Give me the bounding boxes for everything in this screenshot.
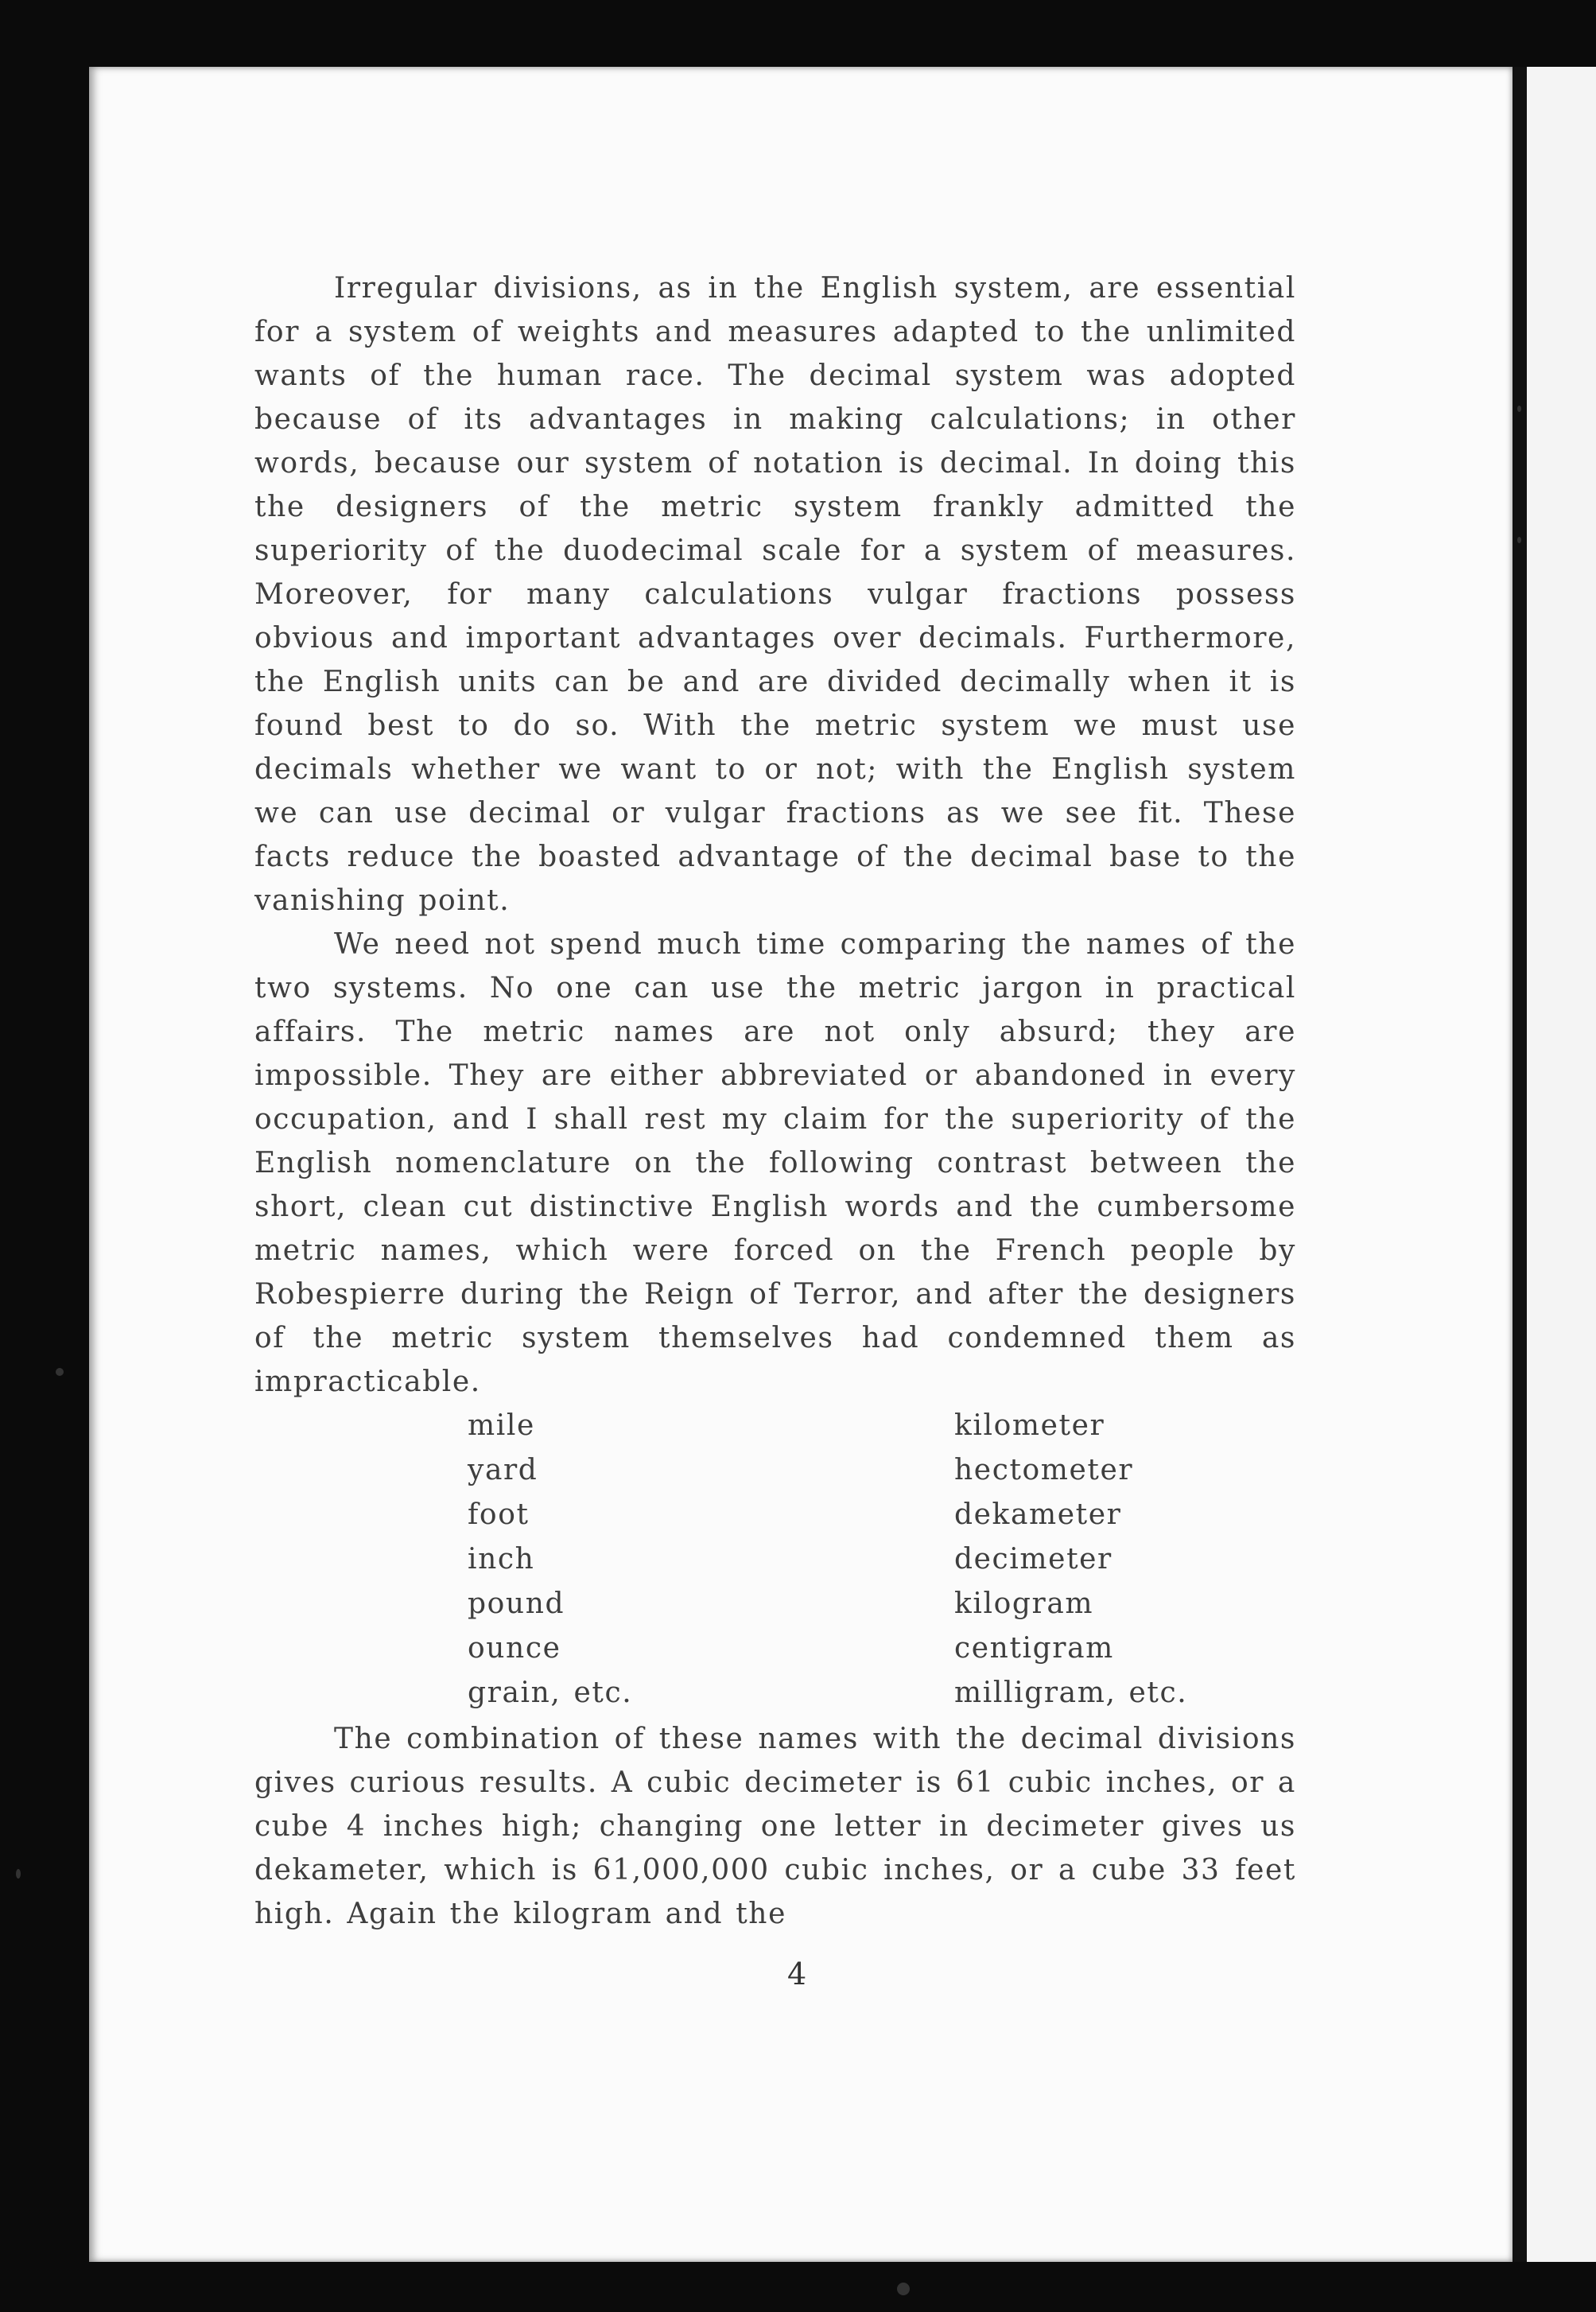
- scan-speck: [1517, 406, 1521, 412]
- english-word: ounce: [468, 1632, 561, 1665]
- scan-speck: [1517, 537, 1521, 543]
- paragraph-irregular-divisions: Irregular divisions, as in the English system, are essential for a system of weights and measures adapted to the unlimited wants of the human race. The decimal system was adopted because of its advantages in making calculations; in other words, because our system of notation is decimal. In doing this the designers of the metric system frankly admitted the superiority of the duodecimal scale for a system of measures. Moreover, for many calculations vulgar fractions possess obvious and important advantages over decimals. Furthermore, the English units can be and are divided decimally when it is found best to do so. With the metric system we must use decimals whether we want to or not; with the English system we can use decimal or vulgar fractions as we see fit. These facts reduce the boasted advantage of the decimal base to the vanishing point.: [254, 272, 1296, 917]
- scan-speck: [56, 1368, 64, 1376]
- names-contrast-table: [254, 1404, 1296, 1716]
- english-word: yard: [468, 1454, 538, 1486]
- english-word: pound: [468, 1587, 565, 1620]
- facing-page-edge: [1527, 67, 1596, 2262]
- metric-word: milligram, etc.: [954, 1677, 1188, 1709]
- scan-speck: [897, 2283, 910, 2295]
- metric-word: centigram: [954, 1632, 1114, 1665]
- page-body: [254, 266, 1296, 1936]
- page-gutter: [1511, 67, 1527, 2262]
- scan-speck: [16, 1869, 21, 1879]
- page-number: 4: [787, 1956, 807, 1991]
- english-word: foot: [468, 1498, 530, 1531]
- metric-word: kilogram: [954, 1587, 1094, 1620]
- english-word: grain, etc.: [468, 1677, 633, 1709]
- metric-word: dekameter: [954, 1498, 1122, 1531]
- metric-word: kilometer: [954, 1409, 1105, 1442]
- english-word: inch: [468, 1543, 535, 1576]
- metric-word: hectometer: [954, 1454, 1134, 1486]
- metric-word: decimeter: [954, 1543, 1113, 1576]
- english-word: mile: [468, 1409, 535, 1442]
- metric-names-column: [954, 1404, 1296, 1716]
- paragraph-names-comparison: We need not spend much time comparing the names of the two systems. No one can use the metric jargon in practical affairs. The metric names are not only absurd; they are impossible. They are either abbreviated or abandoned in every occupation, and I shall rest my claim for the superiority of the English nomenclature on the following contrast between the short, clean cut distinctive English words and the cumbersome metric names, which were forced on the French people by Robespierre during the Reign of Terror, and after the designers of the metric system themselves had condemned them as impracticable.: [254, 928, 1296, 1398]
- paragraph-curious-results: The combination of these names with the decimal divisions gives curious results. A cubic decimeter is 61 cubic inches, or a cube 4 inches high; changing one letter in decimeter gives us dekameter, which is 61,000,000 cubic inches, or a cube 33 feet high. Again the kilogram and the: [254, 1723, 1296, 1930]
- english-names-column: [254, 1404, 954, 1716]
